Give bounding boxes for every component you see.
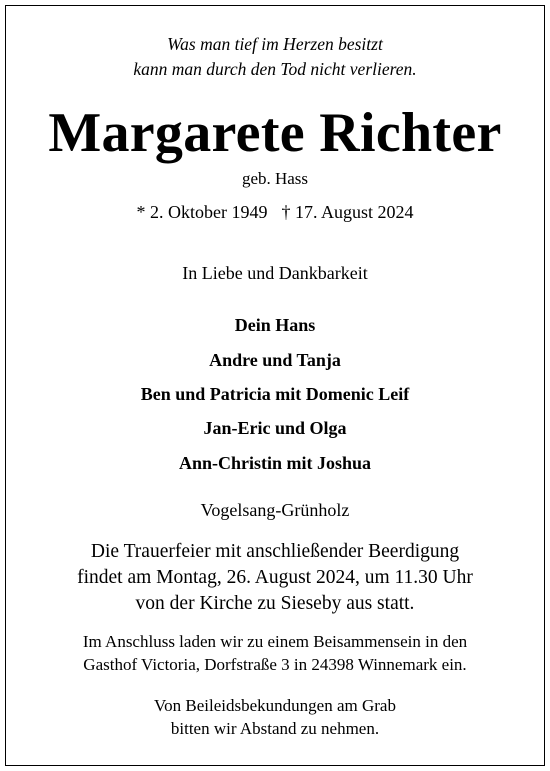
- intro-text: In Liebe und Dankbarkeit: [182, 263, 368, 283]
- gathering-line-1: Im Anschluss laden wir zu einem Beisammensein in den: [82, 632, 468, 651]
- quote-line-1: Was man tief im Herzen besitzt: [167, 34, 383, 54]
- ceremony-line-1: Die Trauerfeier mit anschließender Beerdigung: [90, 541, 460, 562]
- gathering-line-2: Gasthof Victoria, Dorfstraße 3 in 24398 Winnemark ein.: [83, 655, 467, 674]
- death-date: † 17. August 2024: [281, 202, 414, 222]
- condolence-line-1: Von Beileidsbekundungen am Grab: [154, 696, 396, 715]
- birth-name: geb. Hass: [241, 169, 309, 188]
- ceremony-line-2: findet am Montag, 26. August 2024, um 11.30 Uhr: [77, 567, 473, 588]
- family-member-5: Ann-Christin mit Joshua: [178, 453, 372, 473]
- family-member-1: Dein Hans: [234, 315, 316, 335]
- deceased-name: Margarete Richter: [48, 102, 502, 164]
- condolence-line-2: bitten wir Abstand zu nehmen.: [170, 719, 380, 738]
- place: Vogelsang-Grünholz: [200, 500, 350, 520]
- birth-date: * 2. Oktober 1949: [136, 202, 268, 222]
- family-member-2: Andre und Tanja: [209, 350, 341, 370]
- quote-line-2: kann man durch den Tod nicht verlieren.: [133, 59, 417, 79]
- family-member-4: Jan-Eric und Olga: [203, 418, 347, 438]
- obituary-notice: [5, 5, 545, 766]
- life-dates: [6, 200, 544, 224]
- family-member-3: Ben und Patricia mit Domenic Leif: [140, 384, 410, 404]
- ceremony-line-3: von der Kirche zu Sieseby aus statt.: [135, 593, 415, 614]
